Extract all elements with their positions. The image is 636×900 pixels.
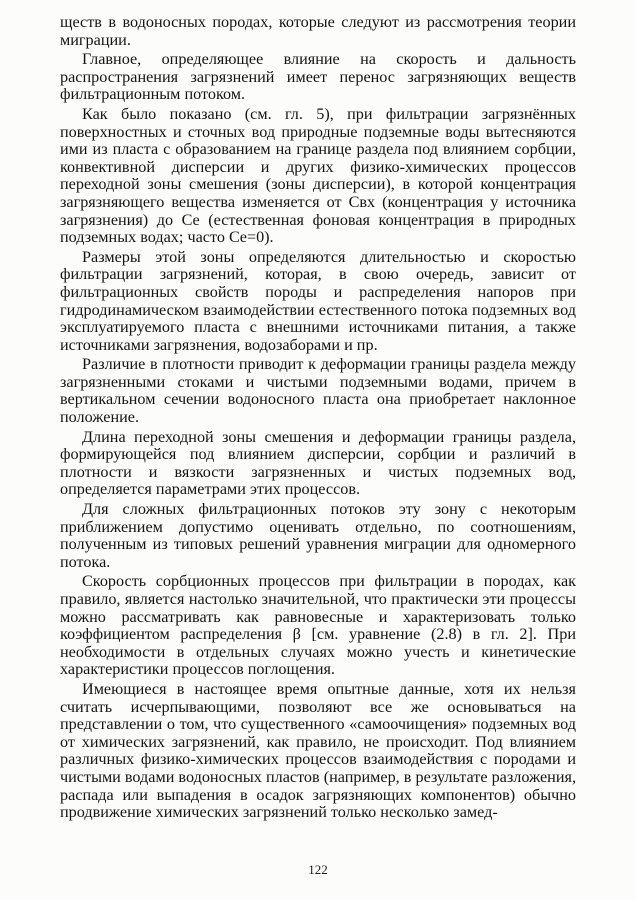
body-text: [60, 14, 576, 822]
paragraph-8: Скорость сорбционных процессов при фильтрации в породах, как правило, является настолько значительной, что практически эти процессы можно рассматривать как равновесные и характеризовать только коэффициентом распределения β [см. уравнение (2.8) в гл. 2]. При необходимости в отдельных случаях можно учесть и кинетические характеристики процессов поглощения.: [60, 572, 576, 679]
paragraph-6: Длина переходной зоны смешения и деформации границы раздела, формирующейся под влиянием дисперсии, сорбции и различий в плотности и вязкости загрязненных и чистых подземных вод, определяется параметрами этих процессов.: [60, 427, 576, 499]
paragraph-4: Размеры этой зоны определяются длительностью и скоростью фильтрации загрязнений, которая, в свою очередь, зависит от фильтрационных свойств породы и распределения напоров при гидродинамическом взаимодействии естественного потока подземных вод эксплуатируемого пласта с внешними источниками питания, а также источниками загрязнения, водозаборами и пр.: [60, 247, 576, 354]
paragraph-7: Для сложных фильтрационных потоков эту зону с некоторым приближением допустимо оценивать отдельно, по соотношениям, полученным из типовых решений уравнения миграции для одномерного потока.: [60, 500, 576, 571]
paragraph-1: ществ в водоносных породах, которые следуют из рассмотрения теории миграции.: [60, 13, 576, 49]
paragraph-2: Главное, определяющее влияние на скорость и дальность распространения загрязнений имеет перенос загрязняющих веществ фильтрационным потоком.: [60, 50, 576, 104]
page-number: 122: [308, 862, 328, 877]
paragraph-5: Различие в плотности приводит к деформации границы раздела между загрязненными стоками и чистыми подземными водами, причем в вертикальном сечении водоносного пласта она приобретает наклонное положение.: [60, 355, 576, 427]
paragraph-9: Имеющиеся в настоящее время опытные данные, хотя их нельзя считать исчерпывающими, позволяют все же основываться на представлении о том, что существенного «самоочищения» подземных вод от химических загрязнений, как правило, не происходит. Под влиянием различных физико-химических процессов взаимодействия с породами и чистыми водами водоносных пластов (например, в результате разложения, распада или выпадения в осадок загрязняющих компонентов) обычно продвижение химических загрязнений только несколько замед-: [60, 679, 576, 822]
paragraph-3: Как было показано (см. гл. 5), при фильтрации загрязнённых поверхностных и сточных вод природные подземные воды вытесняются ими из пласта с образованием на границе раздела под влиянием сорбции, конвективной дисперсии и других физико-химических процессов переходной зоны смешения (зоны дисперсии), в которой концентрация загрязняющего вещества изменяется от Cвх (концентрация у источника загрязнения) до Ce (естественная фоновая концентрация в природных подземных водах; часто Ce=0).: [60, 104, 576, 247]
